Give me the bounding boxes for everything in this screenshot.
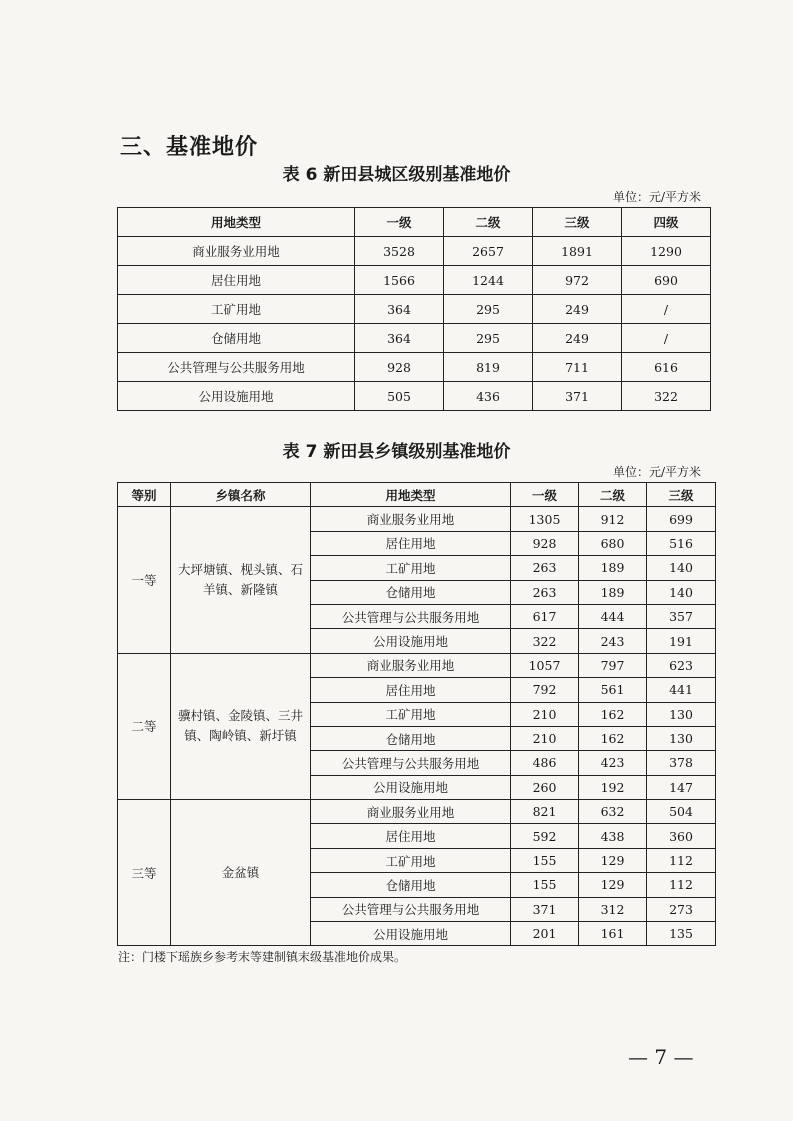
table-cell: 130 — [647, 726, 716, 750]
table6-header-cell: 用地类型 — [118, 208, 355, 237]
table-cell: 1057 — [511, 653, 579, 677]
table-cell: 680 — [579, 531, 647, 555]
table-cell: 371 — [511, 897, 579, 921]
table7-header-row — [118, 483, 716, 507]
table-cell: 201 — [511, 922, 579, 946]
table-cell: 工矿用地 — [311, 702, 511, 726]
table-cell: 260 — [511, 775, 579, 799]
table-cell: 797 — [579, 653, 647, 677]
table-cell: 仓储用地 — [311, 726, 511, 750]
table-cell: 工矿用地 — [311, 556, 511, 580]
table-cell: 632 — [579, 800, 647, 824]
table-cell: 公用设施用地 — [118, 382, 355, 411]
table-cell: 819 — [444, 353, 533, 382]
table-cell: 438 — [579, 824, 647, 848]
table-cell: / — [622, 295, 711, 324]
table-cell: 居住用地 — [311, 824, 511, 848]
table-cell: 公共管理与公共服务用地 — [311, 604, 511, 628]
table-cell: 423 — [579, 751, 647, 775]
table-cell: 441 — [647, 678, 716, 702]
table6-header-cell: 一级 — [355, 208, 444, 237]
table-row — [118, 324, 711, 353]
table-cell: 居住用地 — [311, 678, 511, 702]
table-cell: 居住用地 — [118, 266, 355, 295]
section-title: 三、基准地价 — [120, 135, 259, 160]
town-names-cell: 大坪塘镇、枧头镇、石羊镇、新隆镇 — [171, 507, 311, 653]
table-cell: 360 — [647, 824, 716, 848]
table7-title: 表 7 新田县乡镇级别基准地价 — [282, 442, 511, 462]
table-cell: 263 — [511, 556, 579, 580]
table-cell: 189 — [579, 556, 647, 580]
table-cell: 公共管理与公共服务用地 — [118, 353, 355, 382]
table-cell: 243 — [579, 629, 647, 653]
town-names-cell: 金盆镇 — [171, 800, 311, 946]
table-cell: 623 — [647, 653, 716, 677]
table-row — [118, 237, 711, 266]
table-cell: 公共管理与公共服务用地 — [311, 897, 511, 921]
table-cell: 561 — [579, 678, 647, 702]
table-cell: 486 — [511, 751, 579, 775]
table-cell: 690 — [622, 266, 711, 295]
table6-header-cell: 四级 — [622, 208, 711, 237]
table-cell: 312 — [579, 897, 647, 921]
table-cell: 工矿用地 — [118, 295, 355, 324]
table-cell: 130 — [647, 702, 716, 726]
table-cell: 155 — [511, 873, 579, 897]
table-row — [118, 800, 716, 824]
table-cell: 210 — [511, 726, 579, 750]
table7-header-cell: 二级 — [579, 483, 647, 507]
table-cell: 112 — [647, 873, 716, 897]
table-cell: 322 — [622, 382, 711, 411]
table-cell: 161 — [579, 922, 647, 946]
table-cell: 公用设施用地 — [311, 629, 511, 653]
table-cell: 295 — [444, 324, 533, 353]
table-cell: 129 — [579, 848, 647, 872]
table-cell: 155 — [511, 848, 579, 872]
table-cell: 140 — [647, 556, 716, 580]
table-cell: 2657 — [444, 237, 533, 266]
table-cell: 仓储用地 — [311, 580, 511, 604]
table-row — [118, 353, 711, 382]
grade-cell: 二等 — [118, 653, 171, 799]
table-cell: 公用设施用地 — [311, 775, 511, 799]
table7 — [117, 482, 716, 946]
table-cell: 711 — [533, 353, 622, 382]
grade-cell: 三等 — [118, 800, 171, 946]
table-cell: 仓储用地 — [311, 873, 511, 897]
table-cell: 147 — [647, 775, 716, 799]
table-cell: 592 — [511, 824, 579, 848]
table-cell: 192 — [579, 775, 647, 799]
table-cell: 928 — [511, 531, 579, 555]
table-cell: 249 — [533, 324, 622, 353]
table-cell: 工矿用地 — [311, 848, 511, 872]
town-names-cell: 骥村镇、金陵镇、三井镇、陶岭镇、新圩镇 — [171, 653, 311, 799]
table-cell: 162 — [579, 726, 647, 750]
table-cell: 364 — [355, 324, 444, 353]
table-cell: 364 — [355, 295, 444, 324]
table-cell: 371 — [533, 382, 622, 411]
table-cell: 504 — [647, 800, 716, 824]
table-cell: 商业服务业用地 — [118, 237, 355, 266]
table-cell: 505 — [355, 382, 444, 411]
table-cell: 972 — [533, 266, 622, 295]
table-cell: / — [622, 324, 711, 353]
table7-header-cell: 等别 — [118, 483, 171, 507]
table6-header-cell: 三级 — [533, 208, 622, 237]
table6-unit: 单位：元/平方米 — [612, 190, 701, 204]
table-cell: 1566 — [355, 266, 444, 295]
footnote: 注：门楼下瑶族乡参考末等建制镇末级基准地价成果。 — [118, 950, 407, 964]
table6-header-cell: 二级 — [444, 208, 533, 237]
table-row — [118, 653, 716, 677]
table-cell: 516 — [647, 531, 716, 555]
table-cell: 公用设施用地 — [311, 922, 511, 946]
table-cell: 699 — [647, 507, 716, 531]
table-row — [118, 382, 711, 411]
table-cell: 公共管理与公共服务用地 — [311, 751, 511, 775]
table7-unit: 单位：元/平方米 — [612, 465, 701, 479]
table6-title: 表 6 新田县城区级别基准地价 — [282, 165, 511, 185]
table-cell: 928 — [355, 353, 444, 382]
table-cell: 仓储用地 — [118, 324, 355, 353]
table-cell: 129 — [579, 873, 647, 897]
table-cell: 617 — [511, 604, 579, 628]
table-row — [118, 266, 711, 295]
table-cell: 436 — [444, 382, 533, 411]
table-cell: 1891 — [533, 237, 622, 266]
table-cell: 616 — [622, 353, 711, 382]
table-row — [118, 295, 711, 324]
table-cell: 444 — [579, 604, 647, 628]
table-cell: 210 — [511, 702, 579, 726]
table-cell: 378 — [647, 751, 716, 775]
table7-header-cell: 三级 — [647, 483, 716, 507]
table-cell: 263 — [511, 580, 579, 604]
table-cell: 商业服务业用地 — [311, 653, 511, 677]
table-cell: 249 — [533, 295, 622, 324]
page-number: — 7 — — [628, 1045, 694, 1069]
table-cell: 商业服务业用地 — [311, 507, 511, 531]
table-cell: 191 — [647, 629, 716, 653]
table-cell: 1244 — [444, 266, 533, 295]
table-cell: 居住用地 — [311, 531, 511, 555]
table7-header-cell: 乡镇名称 — [171, 483, 311, 507]
table-cell: 357 — [647, 604, 716, 628]
table-cell: 821 — [511, 800, 579, 824]
table-cell: 135 — [647, 922, 716, 946]
table-row — [118, 507, 716, 531]
table-cell: 322 — [511, 629, 579, 653]
table-cell: 112 — [647, 848, 716, 872]
table-cell: 912 — [579, 507, 647, 531]
table-cell: 3528 — [355, 237, 444, 266]
table-cell: 295 — [444, 295, 533, 324]
table-cell: 1305 — [511, 507, 579, 531]
table6 — [117, 207, 711, 411]
table-cell: 792 — [511, 678, 579, 702]
table-cell: 1290 — [622, 237, 711, 266]
table-cell: 273 — [647, 897, 716, 921]
table7-header-cell: 一级 — [511, 483, 579, 507]
table-cell: 189 — [579, 580, 647, 604]
grade-cell: 一等 — [118, 507, 171, 653]
table-cell: 商业服务业用地 — [311, 800, 511, 824]
table6-header-row — [118, 208, 711, 237]
table-cell: 140 — [647, 580, 716, 604]
table-cell: 162 — [579, 702, 647, 726]
table7-header-cell: 用地类型 — [311, 483, 511, 507]
